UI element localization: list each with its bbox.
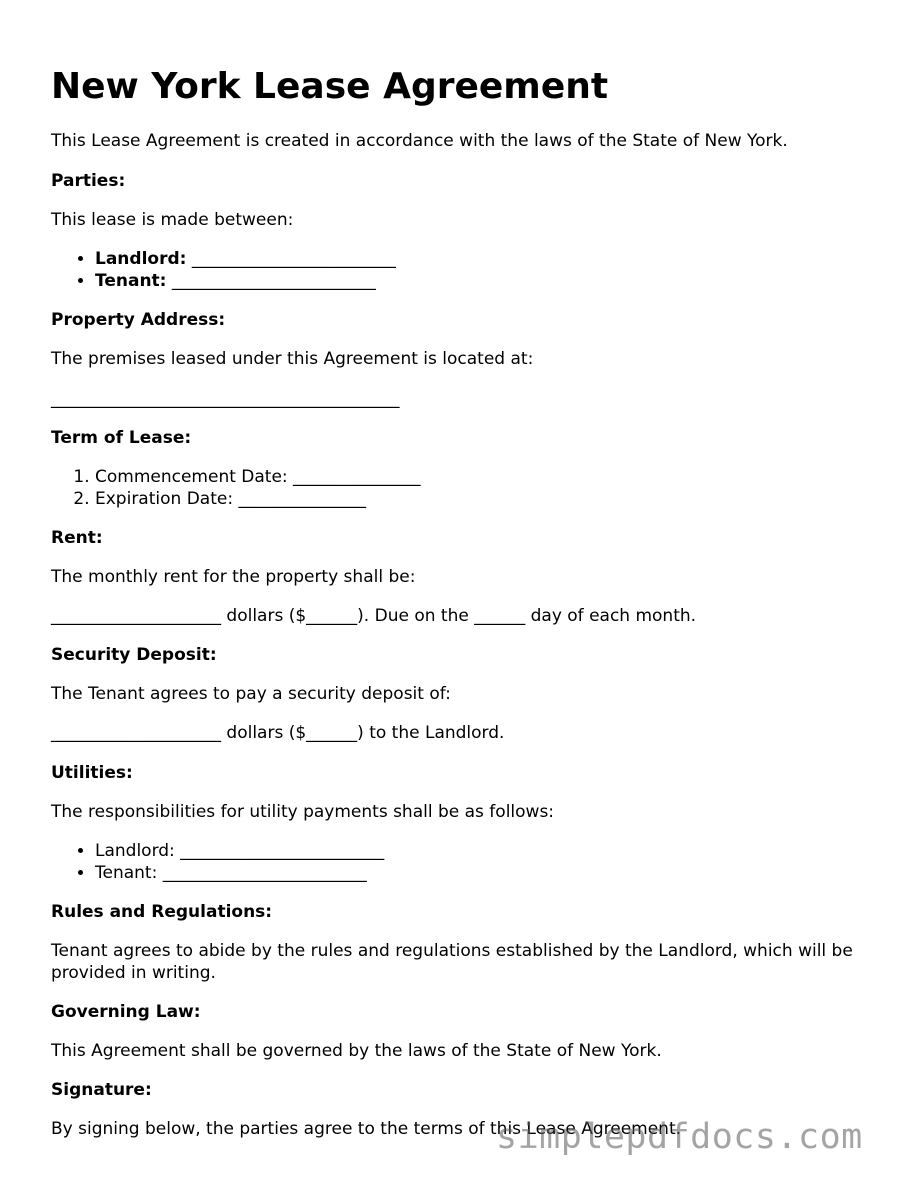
party-label: Tenant: [95, 270, 167, 291]
watermark-logo: simplepdfdocs.com [496, 1117, 863, 1157]
term-list [51, 467, 421, 510]
parties-text: This lease is made between: [51, 210, 294, 230]
utilities-list [51, 841, 384, 884]
term-heading: Term of Lease: [51, 428, 192, 448]
parties-list [51, 249, 396, 292]
utilities-heading: Utilities: [51, 763, 133, 783]
signature-text: By signing below, the parties agree to the terms of this Lease Agreement. [51, 1119, 682, 1139]
list-item: • Tenant: ________________________ [95, 863, 384, 885]
document-title: New York Lease Agreement [51, 66, 609, 107]
property-heading: Property Address: [51, 310, 226, 330]
deposit-heading: Security Deposit: [51, 645, 217, 665]
list-item: 1. Commencement Date: _______________ [95, 467, 421, 489]
rules-heading: Rules and Regulations: [51, 902, 273, 922]
list-item [95, 271, 396, 293]
property-address-blank: _________________________________________ [51, 389, 400, 409]
rules-text: Tenant agrees to abide by the rules and regulations established by the Landlord, which will be provided in writing. [51, 941, 853, 983]
party-label: Landlord: [95, 249, 187, 269]
list-item: 2. Expiration Date: _______________ [95, 489, 421, 511]
rent-line: ____________________ dollars ($______). Due on the ______ day of each month. [51, 606, 697, 626]
utilities-text: The responsibilities for utility payments shall be as follows: [51, 802, 555, 822]
property-text: The premises leased under this Agreement is located at: [51, 349, 534, 369]
intro-text: This Lease Agreement is created in accordance with the laws of the State of New York. [51, 131, 788, 151]
signature-heading: Signature: [51, 1080, 152, 1100]
law-text: This Agreement shall be governed by the laws of the State of New York. [51, 1041, 662, 1061]
list-item: • Landlord: ________________________ [95, 841, 384, 863]
list-item [95, 249, 396, 271]
tenant-blank: ________________________ [171, 270, 376, 291]
law-heading: Governing Law: [51, 1002, 201, 1022]
landlord-blank: ________________________ [191, 249, 396, 269]
deposit-line: ____________________ dollars ($______) to the Landlord. [51, 723, 505, 743]
rent-text: The monthly rent for the property shall be: [51, 567, 416, 587]
parties-heading: Parties: [51, 171, 126, 191]
rent-heading: Rent: [51, 528, 103, 548]
deposit-text: The Tenant agrees to pay a security deposit of: [51, 684, 451, 704]
